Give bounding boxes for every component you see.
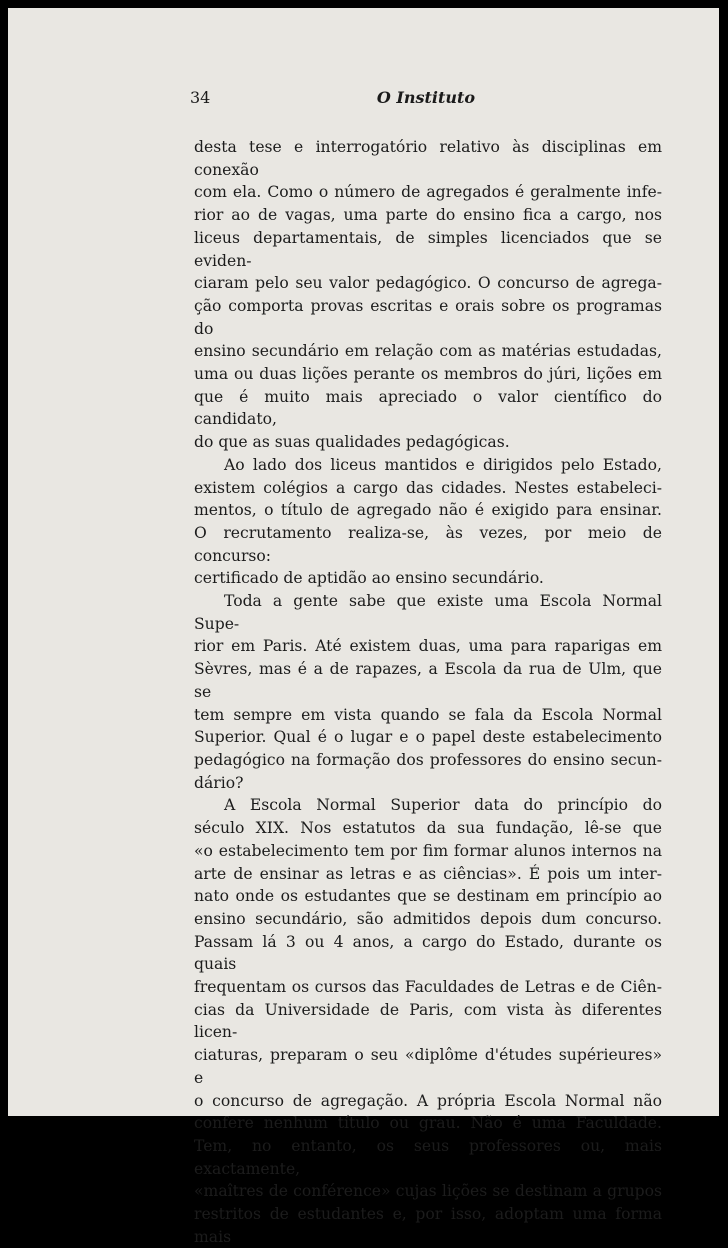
text-line: «o estabelecimento tem por fim formar alunos internos na [194, 841, 662, 860]
text-line: frequentam os cursos das Faculdades de Letras e de Ciên- [194, 978, 662, 997]
text-line: arte de ensinar as letras e as ciências». É pois um inter- [194, 864, 662, 883]
text-line: dário? [194, 773, 244, 792]
text-line: certificado de aptidão ao ensino secundário. [194, 569, 544, 588]
book-page [8, 8, 719, 1246]
text-line: com ela. Como o número de agregados é geralmente infe- [194, 183, 662, 202]
text-line: ensino secundário, são admitidos depois dum concurso. [194, 909, 662, 928]
text-line: o concurso de agregação. A própria Escola Normal não [194, 1091, 662, 1110]
text-line: que é muito mais apreciado o valor científico do candidato, [194, 387, 662, 429]
text-line: pedagógico na formação dos professores do ensino secun- [194, 750, 662, 769]
text-line: desta tese e interrogatório relativo às disciplinas em conexão [194, 138, 662, 179]
text-line: Ao lado dos liceus mantidos e dirigidos pelo Estado, [224, 455, 662, 474]
text-line: nato onde os estudantes que se destinam em princípio ao [194, 887, 662, 906]
text-line: liceus departamentais, de simples licenciados que se eviden- [194, 228, 662, 270]
text-line: Tem, no entanto, os seus professores ou, mais exactamente, [194, 1136, 662, 1178]
text-line: Sèvres, mas é a de rapazes, a Escola da rua de Ulm, que se [194, 660, 662, 701]
text-line: existem colégios a cargo das cidades. Nestes estabeleci- [194, 478, 662, 497]
text-line: Superior. Qual é o lugar e o papel deste estabelecimento [194, 728, 662, 747]
text-line: ção comporta provas escritas e orais sobre os programas do [194, 296, 662, 338]
text-line: século XIX. Nos estatutos da sua fundação, lê-se que [194, 819, 662, 838]
text-line: tem sempre em vista quando se fala da Escola Normal [194, 705, 662, 724]
text-line: O recrutamento realiza-se, às vezes, por meio de concurso: [194, 523, 662, 565]
text-line: Toda a gente sabe que existe uma Escola Normal Supe- [194, 592, 662, 633]
text-line: restritos de estudantes e, por isso, adoptam uma forma mais [194, 1205, 662, 1246]
running-title: O Instituto [376, 88, 476, 107]
paragraph [194, 794, 662, 1248]
text-line: ensino secundário em relação com as matérias estudadas, [194, 342, 662, 361]
text-line: mentos, o título de agregado não é exigido para ensinar. [194, 501, 662, 520]
paragraph [194, 136, 662, 454]
text-line: «maîtres de conférence» cujas lições se destinam a grupos [194, 1182, 662, 1201]
paragraph [194, 454, 662, 590]
text-line: Passam lá 3 ou 4 anos, a cargo do Estado, durante os quais [194, 932, 662, 974]
paragraph [194, 590, 662, 794]
text-line: A Escola Normal Superior data do princípio do [224, 796, 662, 815]
text-line: rior em Paris. Até existem duas, uma para raparigas em [194, 637, 662, 656]
text-line: uma ou duas lições perante os membros do júri, lições em [194, 365, 662, 384]
text-line: do que as suas qualidades pedagógicas. [194, 433, 510, 452]
text-line: rior ao de vagas, uma parte do ensino fica a cargo, nos [194, 206, 662, 225]
text-line: ciaturas, preparam o seu «diplôme d'études supérieures» e [194, 1046, 662, 1087]
body-text [194, 136, 662, 1248]
text-line: confere nenhum título ou grau. Não é uma Faculdade. [194, 1114, 662, 1133]
page-number: 34 [190, 88, 211, 107]
text-line: cias da Universidade de Paris, com vista às diferentes licen- [194, 1000, 662, 1042]
page-header [190, 88, 662, 112]
text-line: ciaram pelo seu valor pedagógico. O concurso de agrega- [194, 274, 662, 293]
